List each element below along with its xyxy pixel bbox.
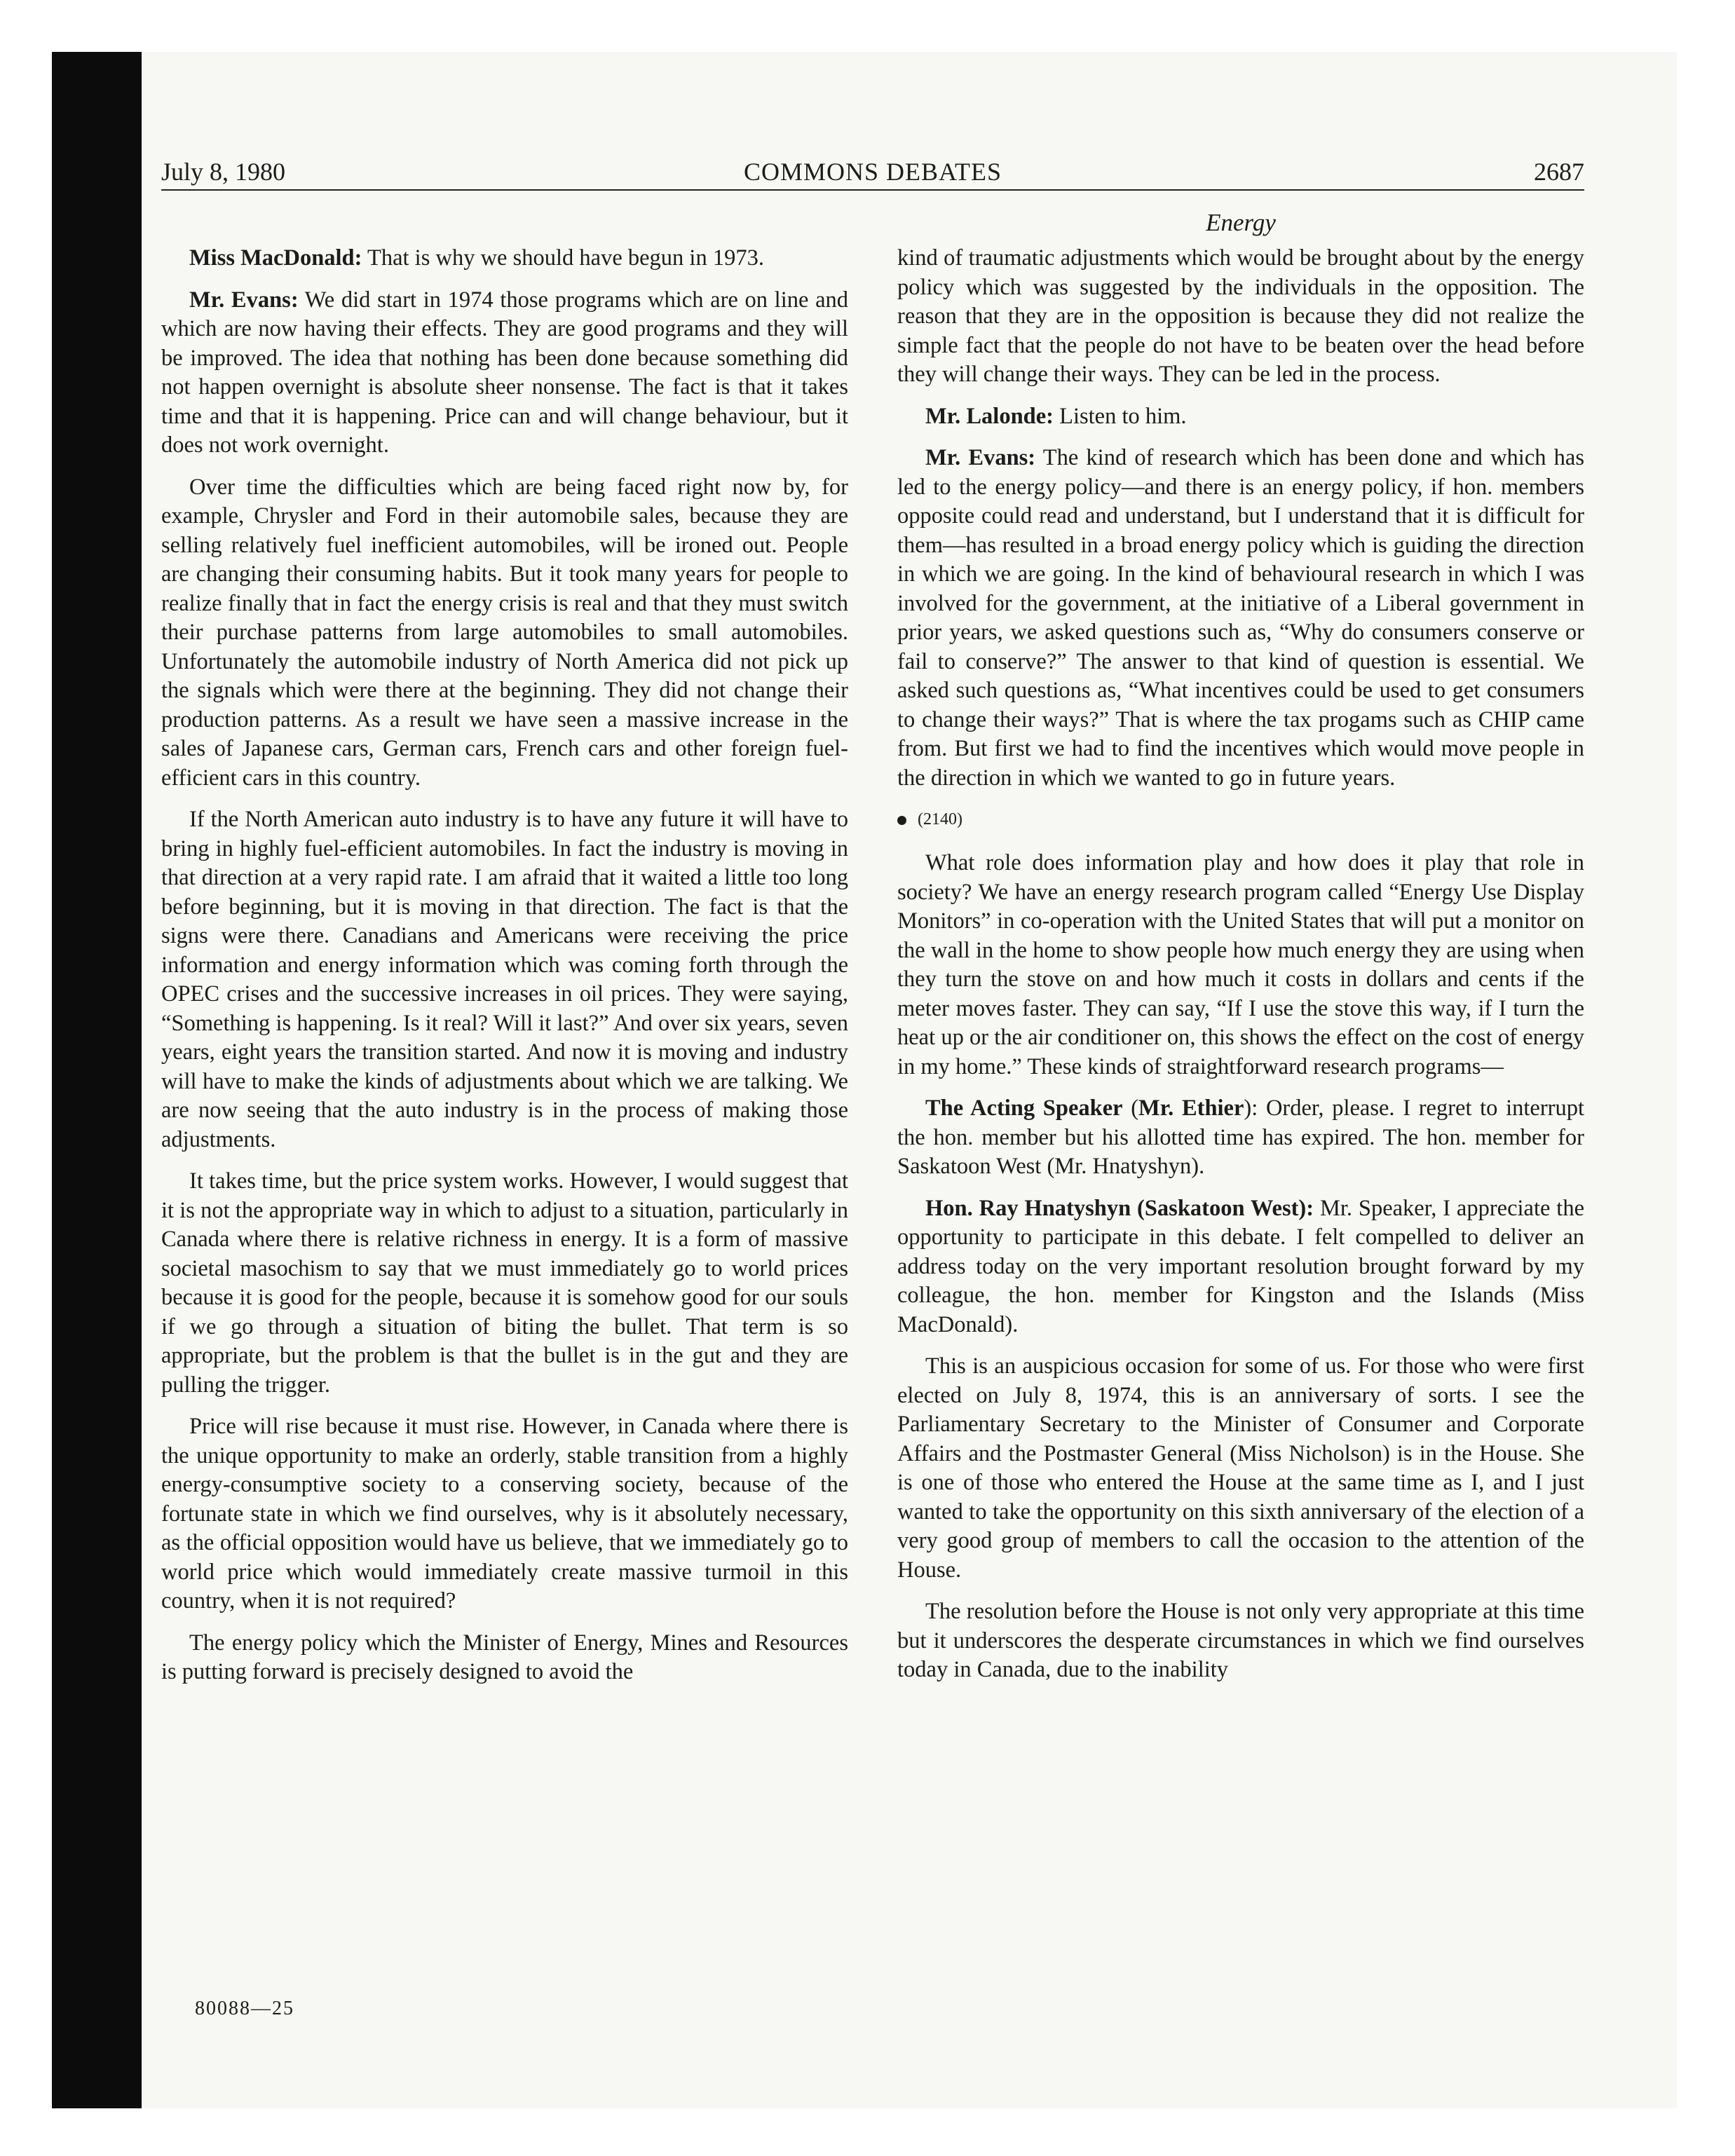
speaker-name: Mr. Ethier xyxy=(1138,1096,1244,1121)
speaker-name: Miss MacDonald: xyxy=(189,245,362,271)
paragraph-text: We did start in 1974 those programs which are on line and which are now having their effects. They are good programs and they will be improved. The idea that nothing has been done because something did not happen overnight is absolute sheer nonsense. The fact is that it takes time and that it is happening. Price can and will change behaviour, but it does not work overnight. xyxy=(161,287,848,458)
paragraph xyxy=(161,286,848,460)
paragraph: What role does information play and how does it play that role in society? We have an energy research program called “Energy Use Display Monitors” in co-operation with the United States that will put a monitor on the wall in the home to show people how much energy they are using when they turn the stove on and how much it costs in dollars and cents if the meter moves faster. They can say, “If I use the stove this way, if I turn the heat up or the air conditioner on, this shows the effect on the cost of energy in my home.” These kinds of straightforward research programs— xyxy=(897,850,1584,1079)
paragraph: It takes time, but the price system works. However, I would suggest that it is not the appropriate way in which to adjust to a situation, particularly in Canada where there is relative richness in energy. It is a form of massive societal masochism to say that we must immediately go to world prices because it is good for the people, because it is somehow good for our souls if we go through a situation of biting the bullet. That term is so appropriate, but the problem is that the bullet is in the gut and they are pulling the trigger. xyxy=(161,1168,848,1398)
paragraph: The resolution before the House is not only very appropriate at this time but it underscores the desperate circumstances in which we find ourselves today in Canada, due to the inability xyxy=(897,1599,1584,1682)
right-column xyxy=(897,244,1584,1698)
paragraph: The energy policy which the Minister of Energy, Mines and Resources is putting forward is precisely designed to avoid the xyxy=(161,1630,848,1684)
paragraph xyxy=(897,444,1584,793)
paragraph: If the North American auto industry is to have any future it will have to bring in highly fuel-efficient automobiles. In fact the industry is moving in that direction at a very rapid rate. I am afraid that it waited a little too long before beginning, but it is moving in that direction. The fact is that the signs were there. Canadians and Americans were receiving the price information and energy information which was coming forth through the OPEC crises and the successive increases in oil prices. They were saying, “Something is happening. Is it real? Will it last?” And over six years, seven years, eight years the transition started. And now it is moving and industry will have to make the kinds of adjustments about which we are talking. We are now seeing that the auto industry is in the process of making those adjustments. xyxy=(161,807,848,1152)
paragraph-text: Mr. Speaker, I appreciate the opportunity to participate in this debate. I felt compelled to deliver an address today on the very important resolution brought forward by my colleague, the hon. member for Kingston and the Islands (Miss MacDonald). xyxy=(897,1195,1584,1337)
section-heading: Energy xyxy=(1206,209,1276,236)
header-page-number: 2687 xyxy=(1534,158,1584,186)
page xyxy=(161,0,1584,2156)
speaker-paren-close: ): xyxy=(1244,1096,1258,1121)
speaker-paren: ( xyxy=(1122,1096,1139,1121)
speaker-name: Mr. Evans: xyxy=(189,287,299,313)
speaker-name: Hon. Ray Hnatyshyn (Saskatoon West): xyxy=(925,1195,1314,1221)
paragraph xyxy=(897,1094,1584,1182)
header-publication: COMMONS DEBATES xyxy=(743,158,1002,186)
paragraph xyxy=(897,1194,1584,1340)
speaker-title: The Acting Speaker xyxy=(925,1096,1123,1121)
binding-shadow xyxy=(52,52,142,2108)
paragraph-text: The kind of research which has been done and which has led to the energy policy—and there is an energy policy, if hon. members opposite could read and understand, but I understand that it is difficult for them—has resulted in a broad energy policy which is guiding the direction in which we are going. In the kind of behavioural research in which I was involved for the government, at the initiative of a Liberal government in prior years, we asked questions such as, “Why do consumers conserve or fail to conserve?” The answer to that kind of question is essential. We asked such questions as, “What incentives could be used to get consumers to change their ways?” That is where the tax progams such as CHIP came from. But first we had to find the incentives which would move people in the direction in which we wanted to go in future years. xyxy=(897,445,1584,791)
time-marker xyxy=(897,805,1584,833)
paragraph-text: Order, please. I regret to interrupt the hon. member but his allotted time has expired. The hon. member for Saskatoon West (Mr. Hnatyshyn). xyxy=(897,1096,1585,1179)
time-marker-text: (2140) xyxy=(918,810,962,828)
speaker-name: Mr. Lalonde: xyxy=(925,403,1054,429)
paragraph-text: That is why we should have begun in 1973. xyxy=(362,245,764,271)
header-date: July 8, 1980 xyxy=(161,158,286,186)
speaker-name: Mr. Evans: xyxy=(925,445,1036,470)
paragraph: This is an auspicious occasion for some of us. For those who were first elected on July 8, 1974, this is an anniversary of sorts. I see the Parliamentary Secretary to the Minister of Consumer and Corporate Affairs and the Postmaster General (Miss Nicholson) is in the House. She is one of those who entered the House at the same time as I, and I just wanted to take the opportunity on this sixth anniversary of the election of a very good group of members to call the occasion to the attention of the House. xyxy=(897,1353,1584,1583)
printer-signature: 80088—25 xyxy=(195,1998,294,2019)
left-column xyxy=(161,244,848,1700)
header-rule xyxy=(161,189,1584,191)
paragraph: Over time the difficulties which are being faced right now by, for example, Chrysler and Ford in their automobile sales, because they are selling relatively fuel inefficient automobiles, will be ironed out. People are changing their consuming habits. But it took many years for people to realize finally that in fact the energy crisis is real and that they must switch their purchase patterns from large automobiles to small automobiles. Unfortunately the automobile industry of North America did not pick up the signals which were there at the beginning. They did not change their production patterns. As a result we have seen a massive increase in the sales of Japanese cars, German cars, French cars and other foreign fuel-efficient cars in this country. xyxy=(161,474,848,791)
paragraph: Price will rise because it must rise. However, in Canada where there is the unique opportunity to make an orderly, stable transition from a highly energy-consumptive society to a conserving society, because of the fortunate state in which we find ourselves, why is it absolutely necessary, as the official opposition would have us believe, that we immediately go to world price which would immediately create massive turmoil in this country, when it is not required? xyxy=(161,1414,848,1613)
paragraph: kind of traumatic adjustments which would be brought about by the energy policy which was suggested by the individuals in the opposition. The reason that they are in the opposition is because they did not realize the simple fact that the people do not have to be beaten over the head before they will change their ways. They can be led in the process. xyxy=(897,245,1584,387)
paragraph-text: Listen to him. xyxy=(1053,403,1187,429)
running-header xyxy=(161,156,1584,188)
bullet-icon xyxy=(897,816,906,825)
paragraph xyxy=(161,244,848,273)
paragraph xyxy=(897,402,1584,432)
